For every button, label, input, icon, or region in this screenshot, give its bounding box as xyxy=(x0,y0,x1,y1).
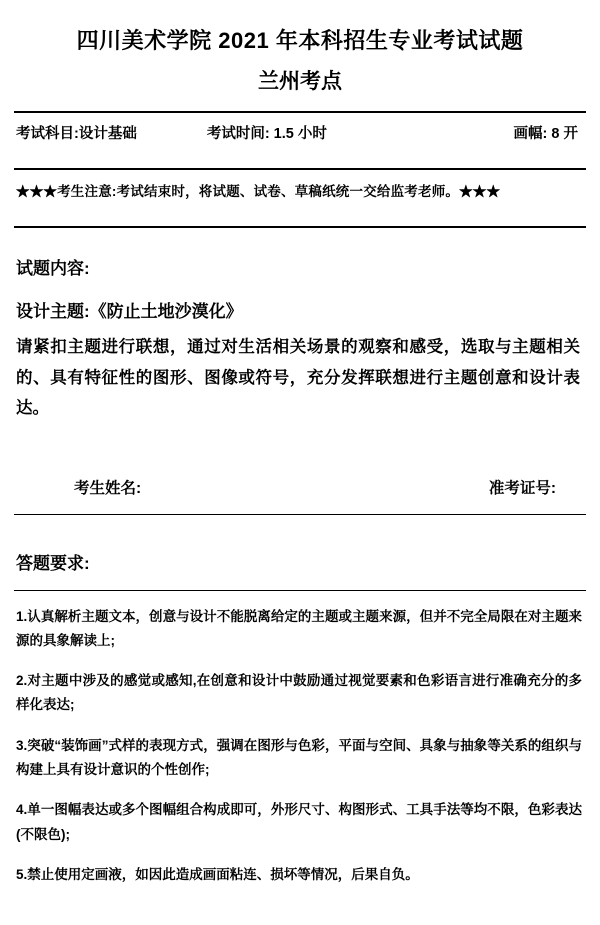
list-item: 5.禁止使用定画液，如因此造成画面粘连、损坏等情况，后果自负。 xyxy=(16,866,419,882)
divider-requirements-top xyxy=(14,590,586,591)
divider-fields-bottom xyxy=(14,514,586,515)
candidate-fields-row xyxy=(14,476,586,498)
candidate-notice: ★★★考生注意:考试结束时，将试题、试卷、草稿纸统一交给监考老师。★★★ xyxy=(16,183,501,199)
title-block xyxy=(14,0,586,95)
list-item: 2.对主题中涉及的感觉或感知,在创意和设计中鼓励通过视觉要素和色彩语言进行准确充分的多样化表达; xyxy=(16,673,582,713)
list-item: 3.突破“装饰画”式样的表现方式，强调在图形与色彩，平面与空间、具象与抽象等关系的组织与构建上具有设计意识的个性创作; xyxy=(16,737,582,778)
page-subtitle: 兰州考点 xyxy=(258,69,342,93)
requirements-heading: 答题要求: xyxy=(16,553,90,573)
candidate-name-label: 考生姓名: xyxy=(74,479,142,497)
design-topic: 设计主题:《防止土地沙漠化》 xyxy=(16,301,243,321)
page-title: 四川美术学院 2021 年本科招生专业考试试题 xyxy=(76,28,524,53)
topic-description: 请紧扣主题进行联想，通过对生活相关场景的观察和感受，选取与主题相关的、具有特征性的图形、图像或符号，充分发挥联想进行主题创意和设计表达。 xyxy=(16,337,580,418)
exam-paper-size: 画幅: 8 开 xyxy=(513,125,578,142)
exam-subject: 考试科目:设计基础 xyxy=(16,125,137,142)
requirements-list xyxy=(14,605,586,888)
list-item: 1.认真解析主题文本，创意与设计不能脱离给定的主题或主题来源，但并不完全局限在对主题来源的具象解读上; xyxy=(16,608,582,648)
admission-ticket-label: 准考证号: xyxy=(488,479,556,497)
content-heading: 试题内容: xyxy=(16,258,90,278)
divider-notice-bottom xyxy=(14,226,586,228)
exam-time: 考试时间: 1.5 小时 xyxy=(206,125,327,142)
list-item: 4.单一图幅表达或多个图幅组合构成即可，外形尺寸、构图形式、工具手法等均不限，色彩表达(不限色); xyxy=(16,802,582,842)
exam-meta-row xyxy=(14,113,586,152)
